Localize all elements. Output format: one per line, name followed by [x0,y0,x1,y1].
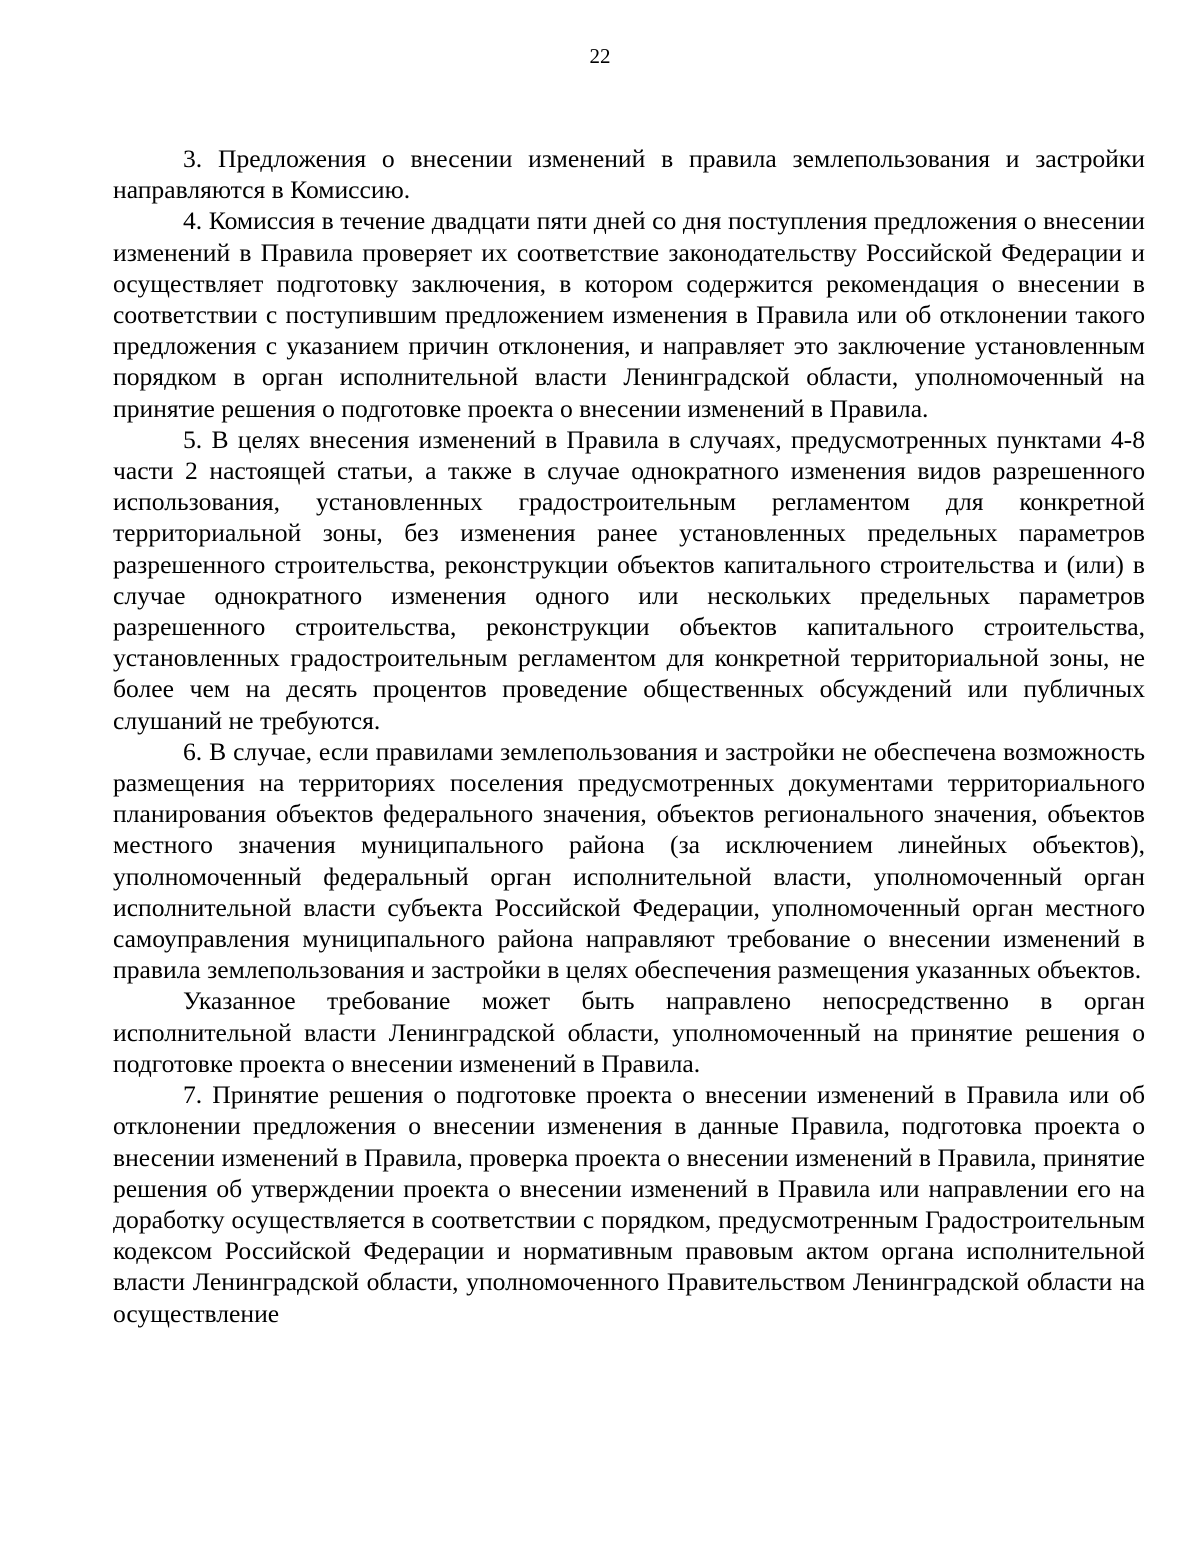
paragraph-item-5: 5. В целях внесения изменений в Правила в случаях, предусмотренных пунктами 4-8 части 2 настоящей статьи, а также в случае однократного изменения видов разрешенного использования, установленных градостроительным регламентом для конкретной территориальной зоны, без изменения ранее установленных предельных параметров разрешенного строительства, реконструкции объектов капитального строительства и (или) в случае однократного изменения одного или нескольких предельных параметров разрешенного строительства, реконструкции объектов капитального строительства, установленных градостроительным регламентом для конкретной территориальной зоны, не более чем на десять процентов проведение общественных обсуждений или публичных слушаний не требуются. [113,424,1145,735]
paragraph-item-3: 3. Предложения о внесении изменений в правила землепользования и застройки направляются в Комиссию. [113,144,1145,205]
paragraph-item-6-continuation: Указанное требование может быть направлено непосредственно в орган исполнительной власти Ленинградской области, уполномоченный на принятие решения о подготовке проекта о внесении изменений в Правила. [113,986,1145,1078]
paragraph-item-7: 7. Принятие решения о подготовке проекта о внесении изменений в Правила или об отклонении предложения о внесении изменения в данные Правила, подготовка проекта о внесении изменений в Правила, проверка проекта о внесении изменений в Правила, принятие решения об утверждении проекта о внесении изменений в Правила или направлении его на доработку осуществляется в соответствии с порядком, предусмотренным Градостроительным кодексом Российской Федерации и нормативным правовым актом органа исполнительной власти Ленинградской области, уполномоченного Правительством Ленинградской области на осуществление [113,1080,1145,1328]
document-body [113,143,1145,1329]
paragraph-item-4: 4. Комиссия в течение двадцати пяти дней со дня поступления предложения о внесении изменений в Правила проверяет их соответствие законодательству Российской Федерации и осуществляет подготовку заключения, в котором содержится рекомендация о внесении в соответствии с поступившим предложением изменения в Правила или об отклонении такого предложения с указанием причин отклонения, и направляет это заключение установленным порядком в орган исполнительной власти Ленинградской области, уполномоченный на принятие решения о подготовке проекта о внесении изменений в Правила. [113,206,1145,423]
page-number: 22 [589,44,611,68]
paragraph-item-6: 6. В случае, если правилами землепользования и застройки не обеспечена возможность размещения на территориях поселения предусмотренных документами территориального планирования объектов федерального значения, объектов регионального значения, объектов местного значения муниципального района (за исключением линейных объектов), уполномоченный федеральный орган исполнительной власти, уполномоченный орган исполнительной власти субъекта Российской Федерации, уполномоченный орган местного самоуправления муниципального района направляют требование о внесении изменений в правила землепользования и застройки в целях обеспечения размещения указанных объектов. [113,736,1145,985]
